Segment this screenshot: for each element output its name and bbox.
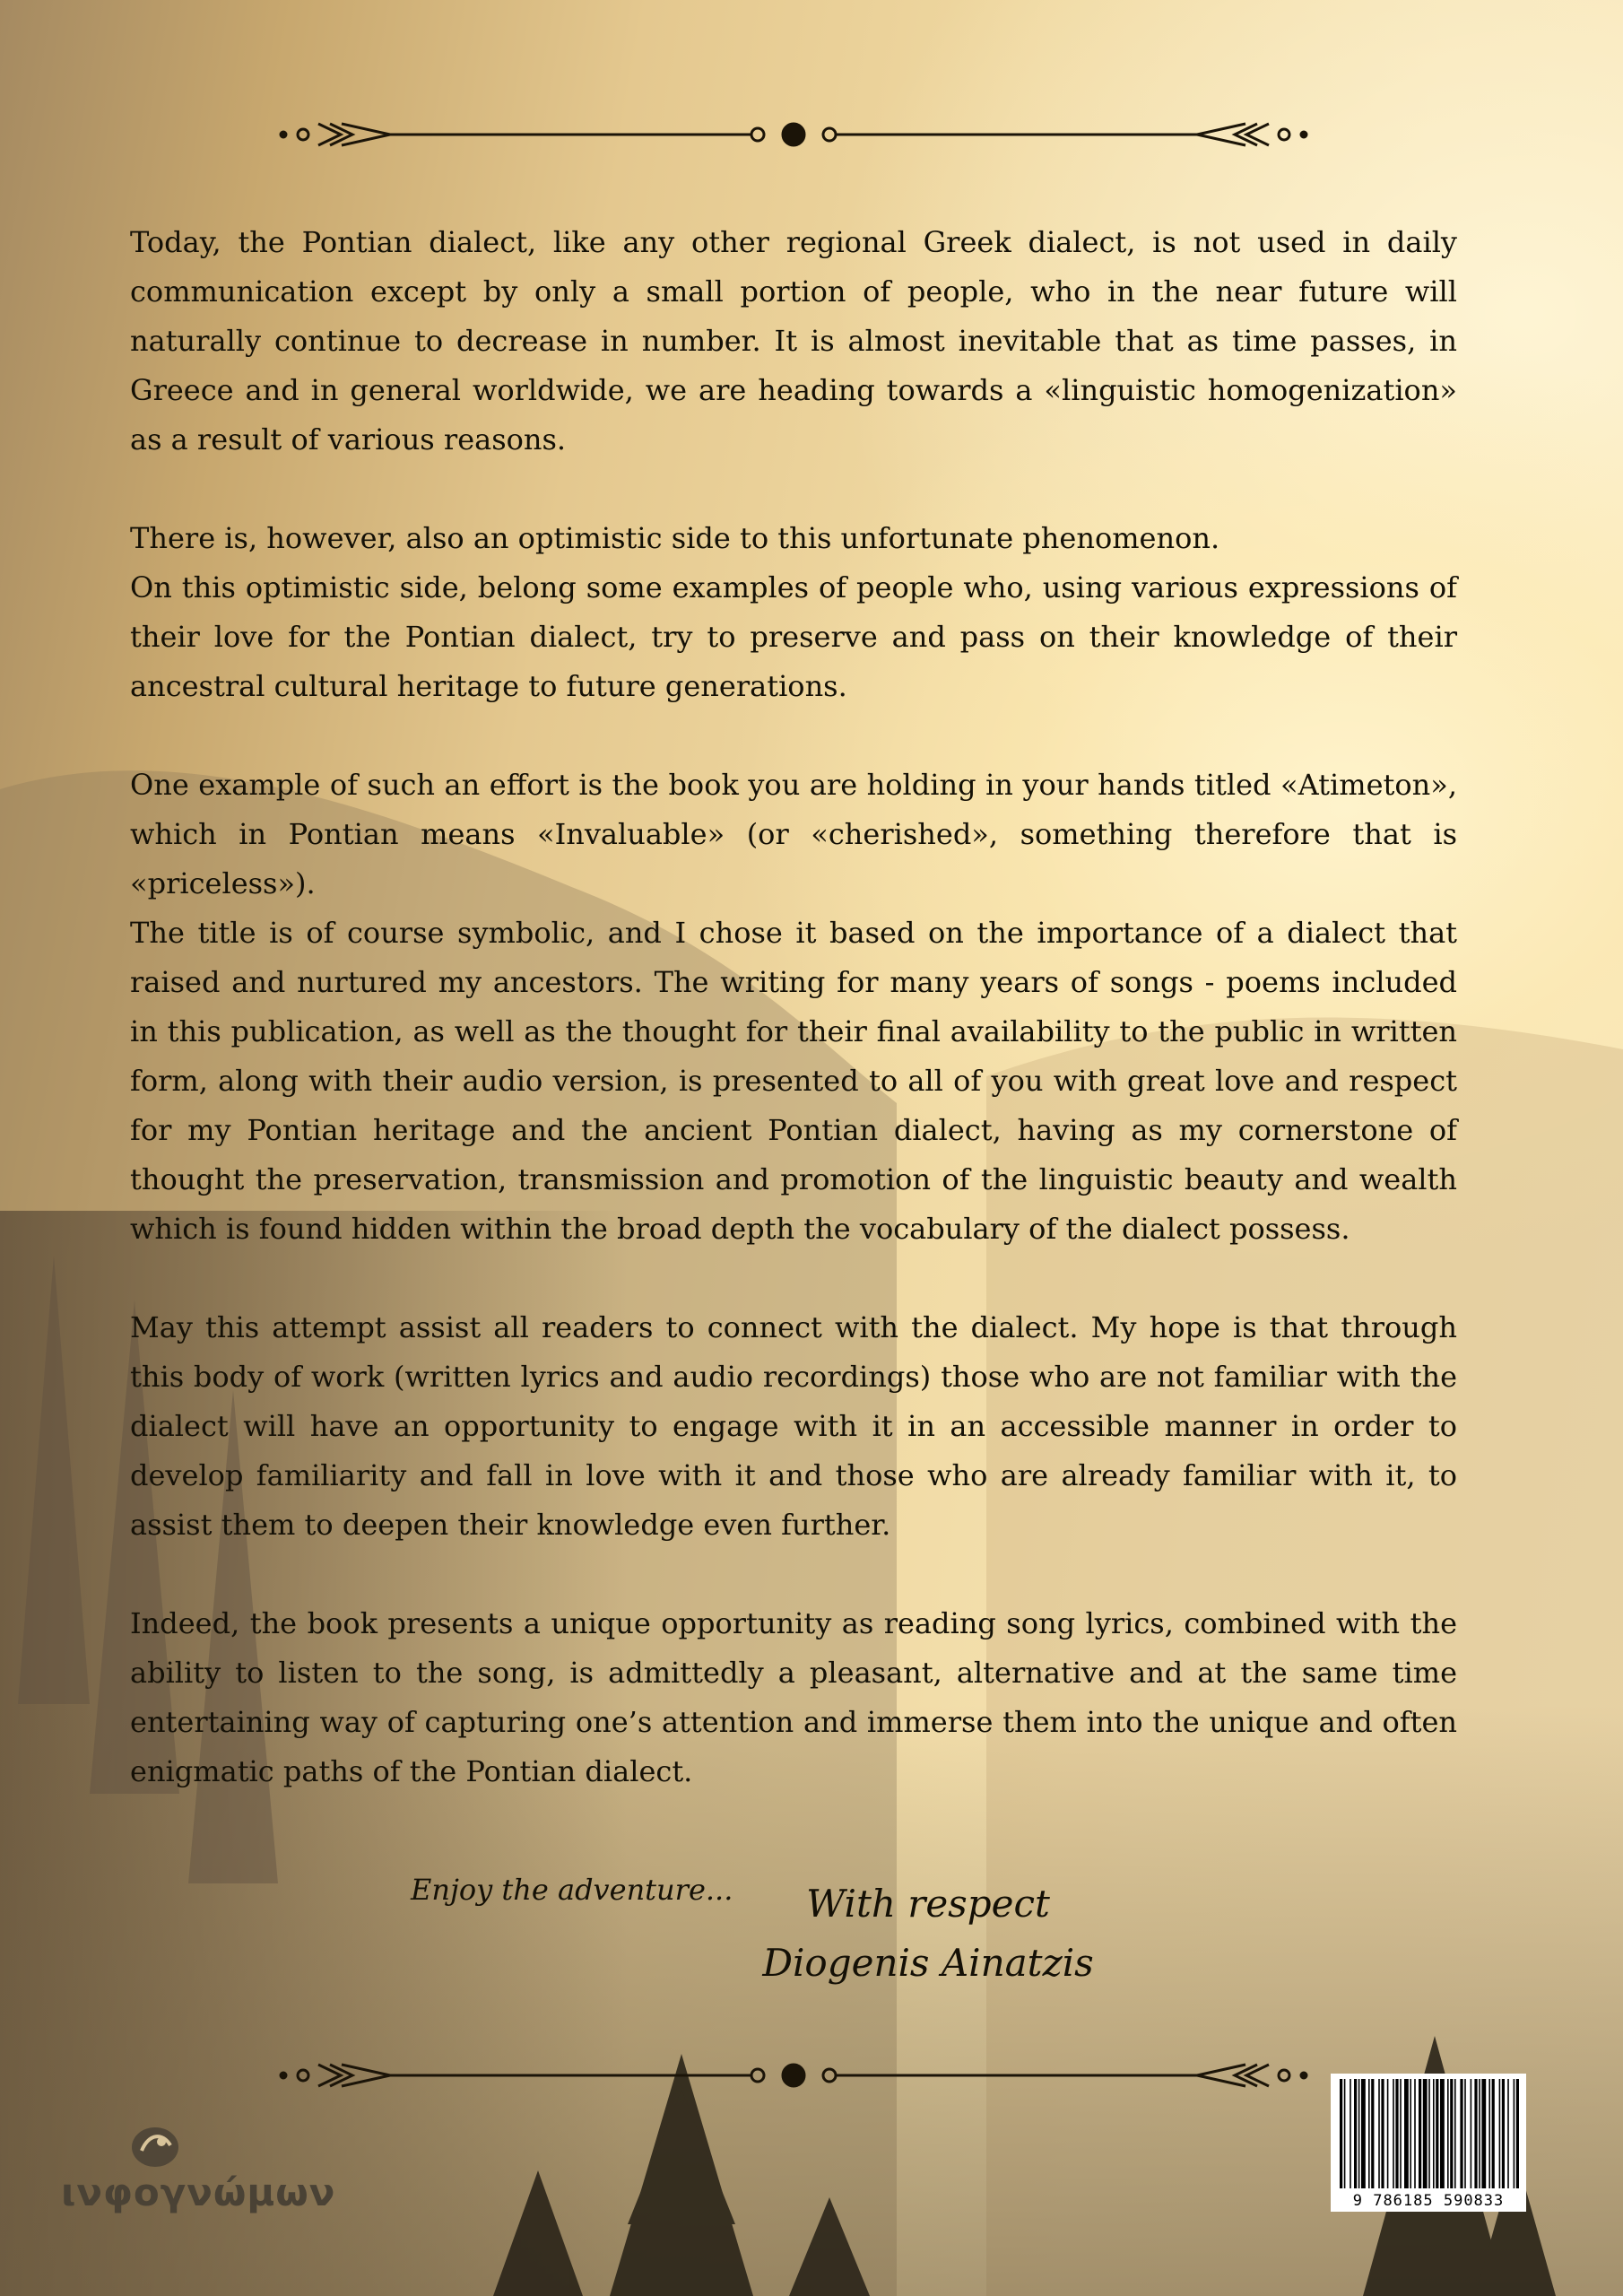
barcode-bar (1433, 2079, 1435, 2188)
barcode-bar (1481, 2079, 1486, 2188)
barcode-bar (1393, 2079, 1394, 2188)
barcode-bar (1423, 2079, 1428, 2188)
barcode-bar (1440, 2079, 1445, 2188)
publisher-logo (61, 2124, 336, 2231)
barcode-bar (1428, 2079, 1430, 2188)
author-name: Diogenis Ainatzis (762, 1941, 1094, 1985)
barcode-bar (1368, 2079, 1370, 2188)
barcode-bar (1371, 2079, 1374, 2188)
back-cover-text (130, 218, 1457, 1846)
barcode-digits: 9 786185 590833 (1352, 2192, 1505, 2210)
bottom-divider-ornament (278, 2057, 1309, 2093)
barcode-bar (1410, 2079, 1411, 2188)
paragraph-opportunity: Indeed, the book presents a unique opportunity as reading song lyrics, combined with the ability to listen to the song, is admittedly a pleasant, alternative and at the same time entertaining way of capturing one’s attention and immerse them into the unique and often enigmatic paths of the Pontian dialect. (130, 1606, 1457, 1788)
barcode-bar (1361, 2079, 1366, 2188)
barcode-bar (1514, 2079, 1515, 2188)
barcode-bar (1404, 2079, 1409, 2188)
paragraph-preservation: On this optimistic side, belong some examples of people who, using various expressions of their love for the Pontian dialect, try to preserve and pass on their knowledge of their ancestral cultural heritage to future generations. (130, 570, 1457, 703)
paragraph-hope: May this attempt assist all readers to connect with the dialect. My hope is that through this body of work (written lyrics and audio recordings) those who are not familiar with the dialect will have an opportunity to engage with it in an accessible manner in order to develop familiarity and fall in love with it and those who are already familiar with it, to assist them to deepen their knowledge even further. (130, 1310, 1457, 1542)
paragraph-title-meaning: One example of such an effort is the book you are holding in your hands titled «Atimeton», which in Pontian means «Invaluable» (or «cherished», something therefore that is «priceless»). (130, 768, 1457, 900)
paragraph-intro: Today, the Pontian dialect, like any other regional Greek dialect, is not used in daily communication except by only a small portion of people, who in the near future will naturally continue to decrease in number. It is almost inevitable that as time passes, in Greece and in general worldwide, we are heading towards a «linguistic homogenization» as a result of various reasons. (130, 225, 1457, 457)
signoff-closing: With respect (806, 1882, 1050, 1926)
signoff-signature (749, 1874, 1107, 1993)
barcode-bar (1454, 2079, 1456, 2188)
barcode-bar (1474, 2079, 1477, 2188)
barcode-bar (1507, 2079, 1509, 2188)
barcode-bar (1479, 2079, 1480, 2188)
barcode-bar (1436, 2079, 1438, 2188)
barcode-bar (1460, 2079, 1462, 2188)
publisher-name: ινφογνώμων (61, 2170, 336, 2214)
barcode-bar (1414, 2079, 1416, 2188)
barcode-bar (1447, 2079, 1449, 2188)
barcode-bar (1400, 2079, 1402, 2188)
publisher-logo-icon (124, 2124, 187, 2174)
barcode-bar (1381, 2079, 1384, 2188)
barcode-bar (1450, 2079, 1453, 2188)
barcode-bar (1492, 2079, 1495, 2188)
top-divider-ornament (278, 117, 1309, 152)
barcode-bar (1471, 2079, 1472, 2188)
isbn-barcode (1331, 2074, 1526, 2212)
signoff-tagline: Enjoy the adventure... (411, 1873, 733, 1907)
paragraph-optimism: There is, however, also an optimistic side to this unfortunate phenomenon. (130, 521, 1220, 555)
barcode-bar (1344, 2079, 1346, 2188)
barcode-bar (1464, 2079, 1466, 2188)
barcode-bar (1516, 2079, 1519, 2188)
barcode-bar (1502, 2079, 1505, 2188)
barcode-bar (1499, 2079, 1501, 2188)
barcode-bar (1387, 2079, 1389, 2188)
barcode-bar (1358, 2079, 1360, 2188)
barcode-bar (1354, 2079, 1357, 2188)
barcode-bar (1340, 2079, 1342, 2188)
barcode-bar (1488, 2079, 1490, 2188)
barcode-bars (1331, 2074, 1526, 2212)
barcode-bar (1378, 2079, 1380, 2188)
barcode-bar (1419, 2079, 1421, 2188)
barcode-bar (1395, 2079, 1398, 2188)
barcode-bar (1350, 2079, 1351, 2188)
paragraph-title-symbolism: The title is of course symbolic, and I chose it based on the importance of a dialect that raised and nurtured my ancestors. The writing for many years of songs - poems included in this publication, as well as the thought for their final availability to the public in written form, along with their audio version, is presented to all of you with great love and respect for my Pontian heritage and the ancient Pontian dialect, having as my cornerstone of thought the preservation, transmission and promotion of the linguistic beauty and wealth which is found hidden within the broad depth the vocabulary of the dialect possess. (130, 916, 1457, 1246)
